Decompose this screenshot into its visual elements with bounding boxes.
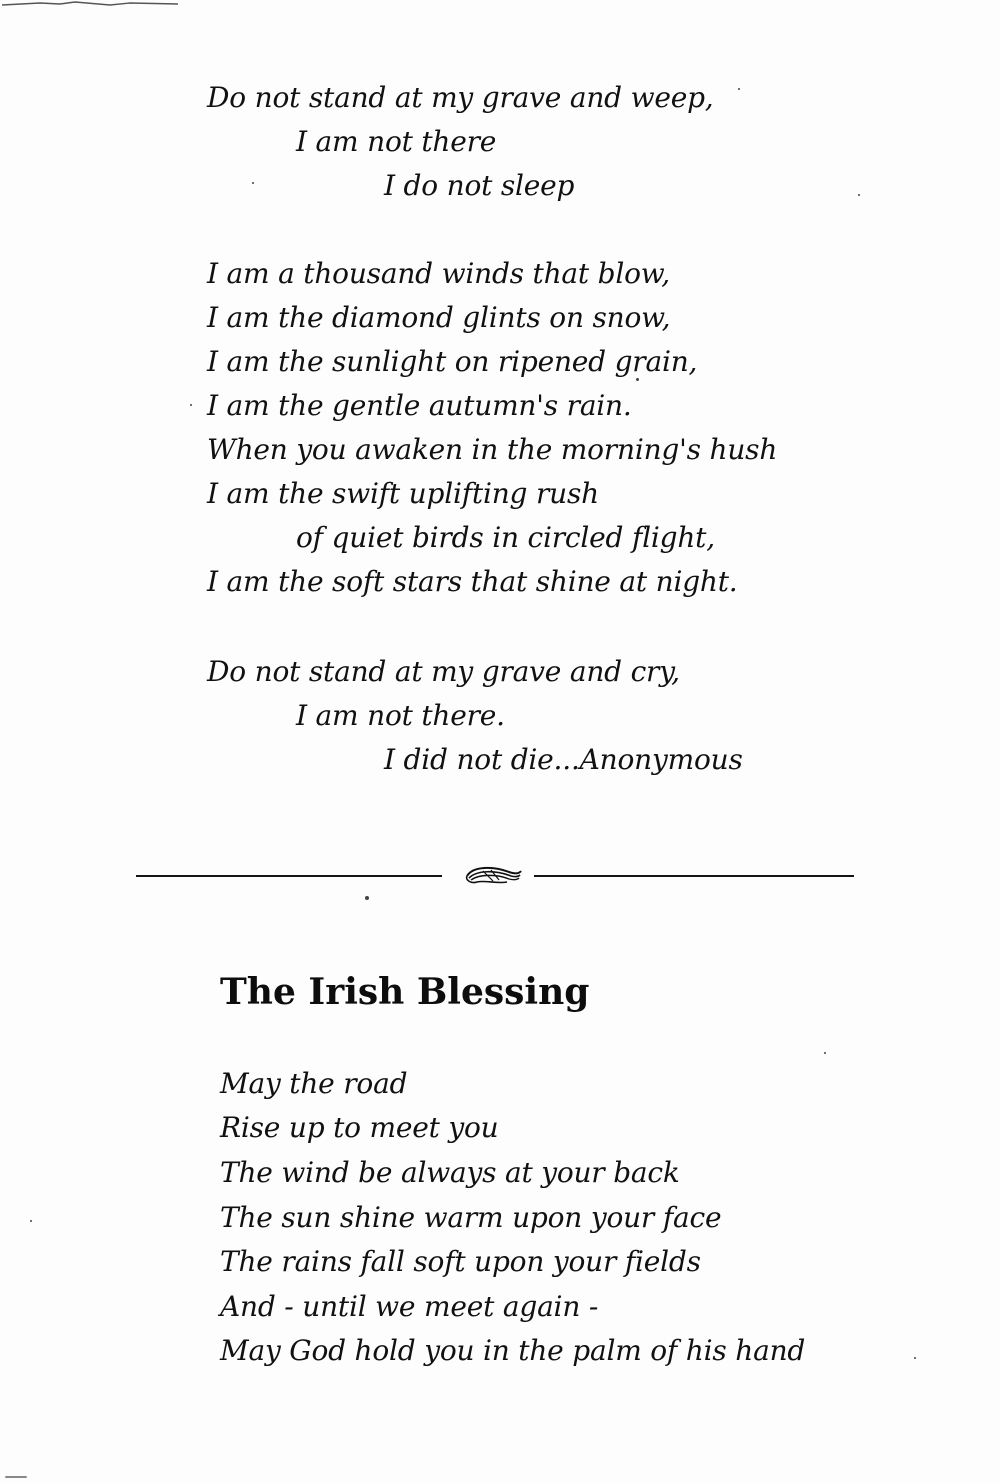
poem1-line: I do not sleep [384, 169, 575, 202]
scan-artifact [0, 0, 180, 8]
divider-rule-left [136, 875, 442, 877]
poem1-line: Do not stand at my grave and weep, [207, 81, 714, 114]
scroll-flourish-icon [463, 862, 523, 888]
scan-speck [858, 194, 860, 196]
poem2-line: And - until we meet again - [220, 1290, 599, 1323]
poem2-line: May the road [220, 1067, 408, 1100]
scan-speck [914, 1357, 916, 1359]
poem2-line: Rise up to meet you [220, 1111, 499, 1144]
poem2-line: May God hold you in the palm of his hand [220, 1334, 806, 1367]
poem1-line: I am not there [296, 125, 497, 158]
poem1-line: I am the gentle autumn's rain. [207, 389, 632, 422]
poem1-line: I am a thousand winds that blow, [207, 257, 670, 290]
poem1-line: I am the swift uplifting rush [207, 477, 599, 510]
poem2-line: The rains fall soft upon your fields [220, 1245, 701, 1278]
scan-speck [636, 378, 639, 381]
poem1-line: When you awaken in the morning's hush [207, 433, 778, 466]
scan-speck [824, 1052, 826, 1054]
poem2-line: The sun shine warm upon your face [220, 1201, 722, 1234]
poem1-line: I am not there. [296, 699, 505, 732]
scan-speck [30, 1220, 32, 1222]
poem1-line: I am the diamond glints on snow, [207, 301, 671, 334]
poem1-line: Do not stand at my grave and cry, [207, 655, 680, 688]
section-title: The Irish Blessing [220, 971, 590, 1013]
poem1-attribution: I did not die...Anonymous [384, 743, 743, 776]
poem1-line: I am the sunlight on ripened grain, [207, 345, 698, 378]
scan-speck [738, 88, 740, 90]
scan-speck [5, 1476, 27, 1478]
poem1-line: I am the soft stars that shine at night. [207, 565, 738, 598]
divider-rule-right [534, 875, 854, 877]
poem1-line: of quiet birds in circled flight, [296, 521, 715, 554]
scan-speck [365, 896, 369, 900]
scan-speck [190, 404, 192, 406]
poem2-line: The wind be always at your back [220, 1156, 680, 1189]
scan-speck [252, 182, 254, 184]
